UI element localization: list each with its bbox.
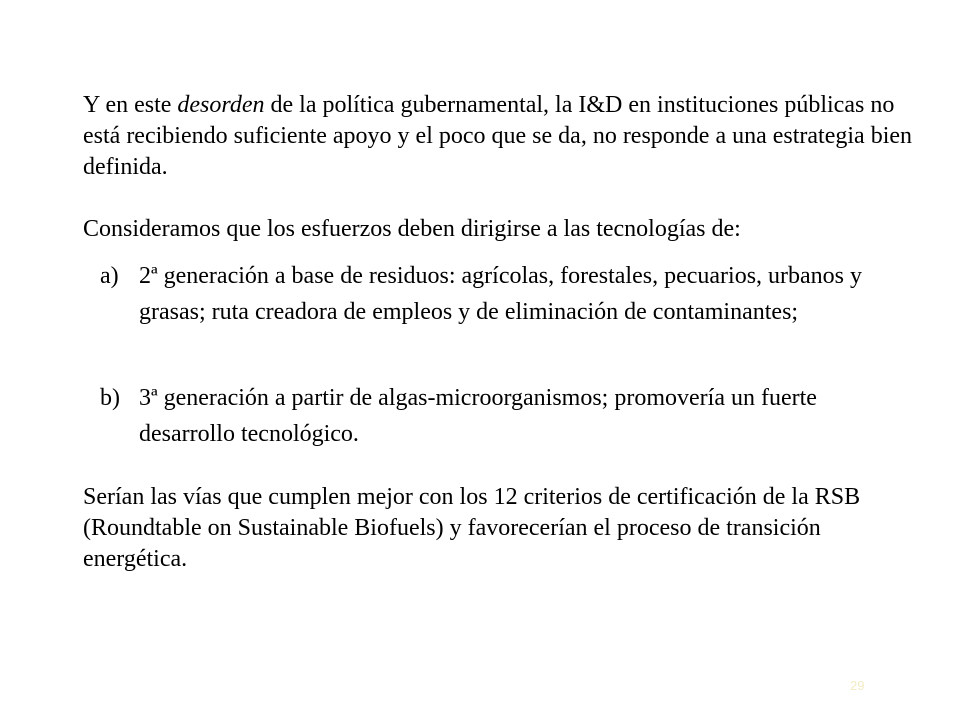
paragraph-intro-emphasis: desorden (177, 92, 265, 118)
list-text-b: 3ª generación a partir de algas-microorganismos; promovería un fuerte desarrollo tecnológico. (139, 385, 817, 447)
paragraph-conclusion: Serían las vías que cumplen mejor con los 12 criterios de certificación de la RSB (Roundtable on Sustainable Biofuels) y favorecerían el proceso de transición energética. (83, 484, 861, 572)
page-number: 29 (850, 678, 865, 693)
list-marker-b: b) (100, 385, 120, 411)
paragraph-technologies: Consideramos que los esfuerzos deben dirigirse a las tecnologías de: (83, 216, 741, 242)
paragraph-intro-after: de la política gubernamental, la I&D en instituciones públicas no está recibiendo suficiente apoyo y el poco que se da, no responde a una estrategia bien definida. (83, 92, 913, 180)
paragraph-intro (83, 90, 913, 183)
list-marker-a: a) (100, 263, 119, 289)
paragraph-intro-before: Y en este (83, 92, 178, 118)
list-item-a (100, 258, 900, 330)
list-text-a: 2ª generación a base de residuos: agrícolas, forestales, pecuarios, urbanos y grasas; ruta creadora de empleos y de eliminación de contaminantes; (139, 263, 863, 325)
list-item-b (100, 380, 900, 452)
